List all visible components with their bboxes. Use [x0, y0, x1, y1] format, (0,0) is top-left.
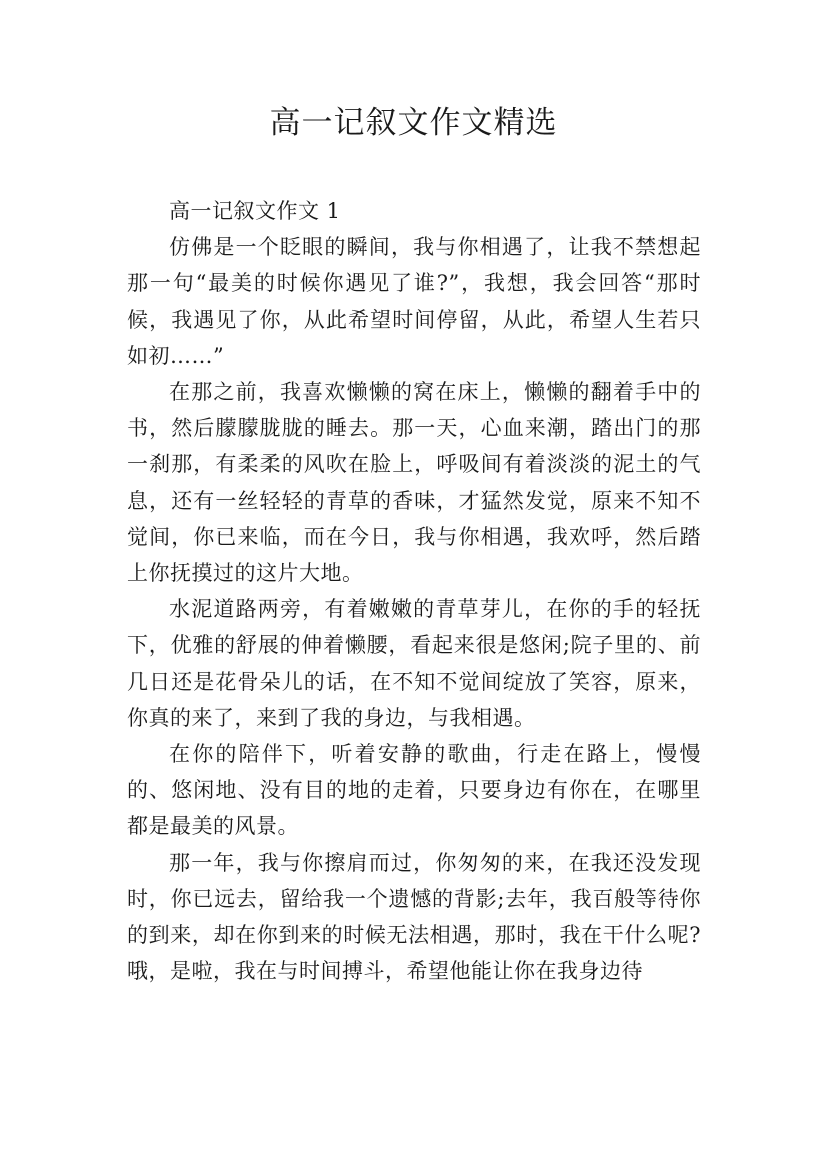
paragraph-1: 仿佛是一个眨眼的瞬间，我与你相遇了，让我不禁想起那一句“最美的时候你遇见了谁?”，我想，我会回答“那时候，我遇见了你，从此希望时间停留，从此，希望人生若只如初……”	[127, 235, 701, 368]
document-title: 高一记叙文作文精选	[269, 105, 558, 141]
section-heading: 高一记叙文作文 1	[169, 199, 341, 223]
paragraph-5: 那一年，我与你擦肩而过，你匆匆的来，在我还没发现时，你已远去，留给我一个遗憾的背影;去年，我百般等待你的到来，却在你到来的时候无法相遇，那时，我在干什么呢?哦，是啦，我在与时间搏斗，希望他能让你在我身边待	[127, 850, 701, 984]
paragraph-2: 在那之前，我喜欢懒懒的窝在床上，懒懒的翻着手中的书，然后朦朦胧胧的睡去。那一天，心血来潮，踏出门的那一刹那，有柔柔的风吹在脸上，呼吸间有着淡淡的泥土的气息，还有一丝轻轻的青草的香味，才猛然发觉，原来不知不觉间，你已来临，而在今日，我与你相遇，我欢呼，然后踏上你抚摸过的这片大地。	[127, 380, 701, 586]
document-body	[127, 193, 701, 989]
paragraph-3: 水泥道路两旁，有着嫩嫩的青草芽儿，在你的手的轻抚下，优雅的舒展的伸着懒腰，看起来很是悠闲;院子里的、前几日还是花骨朵儿的话，在不知不觉间绽放了笑容，原来，你真的来了，来到了我的身边，与我相遇。	[127, 597, 701, 730]
paragraph-4: 在你的陪伴下，听着安静的歌曲，行走在路上，慢慢的、悠闲地、没有目的地的走着，只要身边有你在，在哪里都是最美的风景。	[127, 742, 701, 839]
